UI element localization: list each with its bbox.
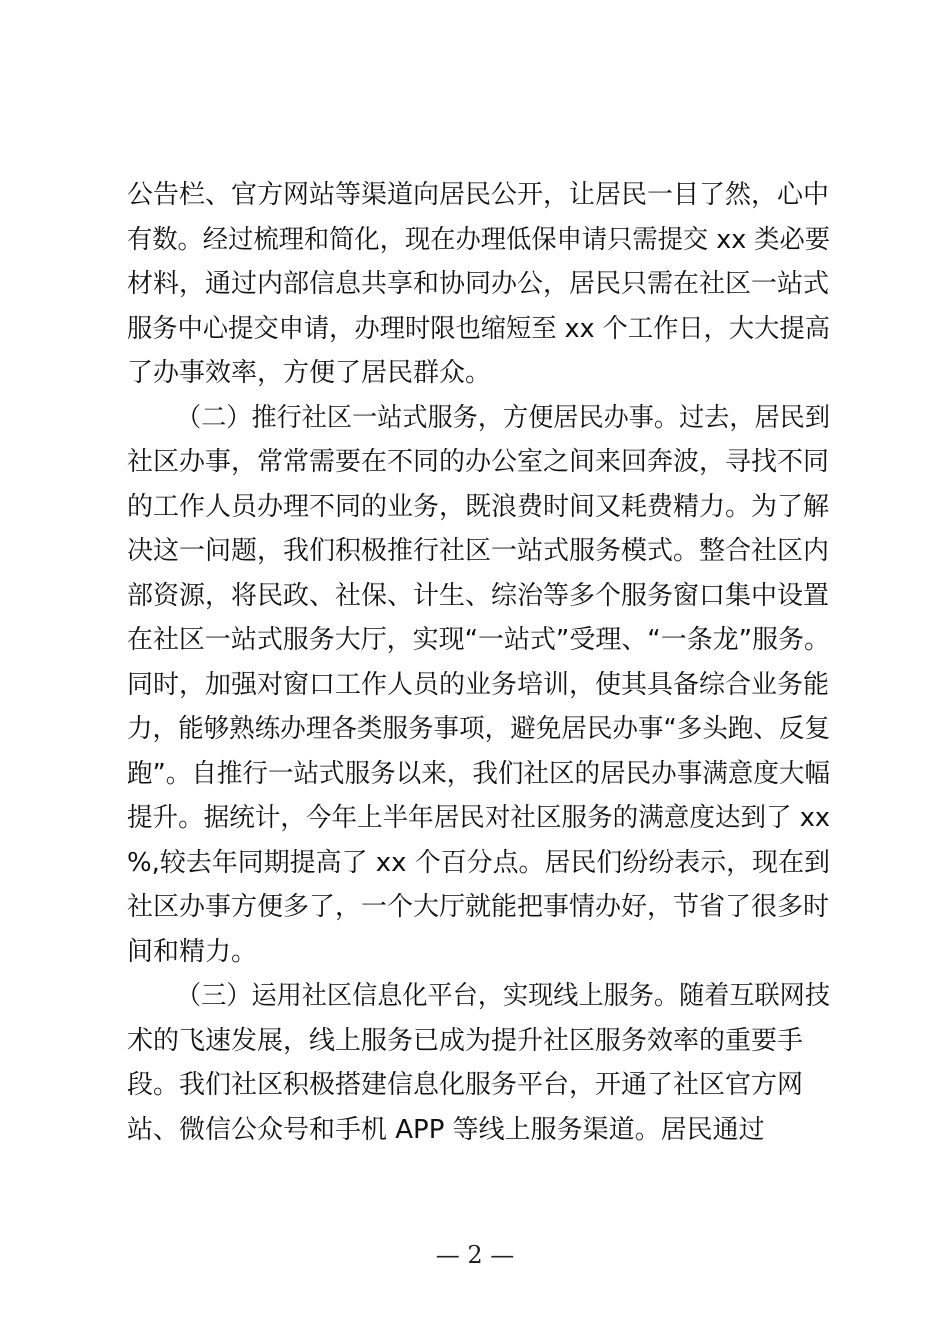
text-line: 在社区一站式服务大厅，实现“一站式”受理、“一条龙”服务。 <box>127 625 830 655</box>
text-line: 社区办事方便多了，一个大厅就能把事情办好，节省了很多时 <box>127 892 830 922</box>
page-number: — 2 — <box>435 1241 515 1269</box>
text-line: 跑”。自推行一站式服务以来，我们社区的居民办事满意度大幅 <box>127 759 830 789</box>
text-line: 段。我们社区积极搭建信息化服务平台，开通了社区官方网 <box>127 1070 804 1100</box>
text-line: 材料，通过内部信息共享和协同办公，居民只需在社区一站式 <box>127 269 830 299</box>
text-line: 术的飞速发展，线上服务已成为提升社区服务效率的重要手 <box>127 1026 804 1056</box>
text-line: 间和精力。 <box>127 937 258 967</box>
text-line: 的工作人员办理不同的业务，既浪费时间又耗费精力。为了解 <box>127 492 830 522</box>
text-line: 部资源，将民政、社保、计生、综治等多个服务窗口集中设置 <box>127 581 830 611</box>
text-line: （二）推行社区一站式服务，方便居民办事。过去，居民到 <box>176 403 830 433</box>
text-line: 社区办事，常常需要在不同的办公室之间来回奔波，寻找不同 <box>127 447 830 477</box>
text-line: 服务中心提交申请，办理时限也缩短至 xx 个工作日，大大提高 <box>127 314 830 344</box>
text-line: 决这一问题，我们积极推行社区一站式服务模式。整合社区内 <box>127 536 830 566</box>
text-line: 力，能够熟练办理各类服务事项，避免居民办事“多头跑、反复 <box>127 714 830 744</box>
text-line: 同时，加强对窗口工作人员的业务培训，使其具备综合业务能 <box>127 670 830 700</box>
text-line: 了办事效率，方便了居民群众。 <box>127 358 492 388</box>
text-line: %,较去年同期提高了 xx 个百分点。居民们纷纷表示，现在到 <box>127 848 830 878</box>
text-line: 提升。据统计，今年上半年居民对社区服务的满意度达到了 xx <box>127 803 830 833</box>
text-line: （三）运用社区信息化平台，实现线上服务。随着互联网技 <box>176 981 830 1011</box>
text-line: 站、微信公众号和手机 APP 等线上服务渠道。居民通过 <box>127 1115 765 1145</box>
text-line: 有数。经过梳理和简化，现在办理低保申请只需提交 xx 类必要 <box>127 225 830 255</box>
text-line: 公告栏、官方网站等渠道向居民公开，让居民一目了然，心中 <box>127 180 830 210</box>
